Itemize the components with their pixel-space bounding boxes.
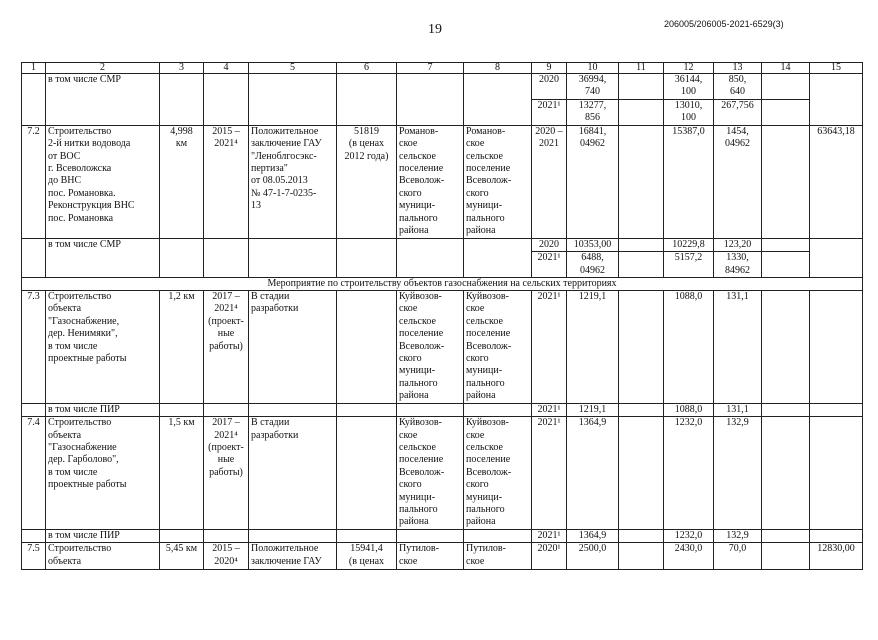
value-cell: 6488, 04962 xyxy=(567,252,619,278)
length-cell: 1,5 км xyxy=(160,417,204,530)
column-number-row xyxy=(22,63,863,74)
value-cell: 1088,0 xyxy=(664,291,714,404)
object-name: Строительство объекта xyxy=(46,543,160,570)
year-cell: 2020 – 2021 xyxy=(532,125,567,238)
value-cell: 70,0 xyxy=(714,543,762,570)
cost-cell: 15941,4 (в ценах xyxy=(337,543,397,570)
value-cell: 1330, 84962 xyxy=(714,252,762,278)
value-cell: 36994, 740 xyxy=(567,74,619,100)
program-table xyxy=(21,62,863,570)
value-cell: 1454, 04962 xyxy=(714,125,762,238)
value-cell: 850, 640 xyxy=(714,74,762,100)
value-cell: 63643,18 xyxy=(810,125,863,238)
object-name: Строительство объекта "Газоснабжение, дер. Ненимяки", в том числе проектные работы xyxy=(46,291,160,404)
value-cell: 12830,00 xyxy=(810,543,863,570)
location-cell: Куйвозов- ское сельское поселение Всеволож- ского муници- пального района xyxy=(397,291,464,404)
row-label: в том числе ПИР xyxy=(46,403,160,416)
value-cell: 10353,00 xyxy=(567,238,619,251)
status-cell: В стадии разработки xyxy=(249,417,337,530)
row-number: 7.5 xyxy=(22,543,46,570)
location-cell: Романов- ское сельское поселение Всеволож- ского муници- пального района xyxy=(397,125,464,238)
table-row xyxy=(22,74,863,100)
value-cell: 2500,0 xyxy=(567,543,619,570)
location-cell: Романов- ское сельское поселение Всеволож- ского муници- пального района xyxy=(464,125,532,238)
status-cell: Положительное заключение ГАУ "Леноблгосэкс- пертиза" от 08.05.2013 № 47-1-7-0235- 13 xyxy=(249,125,337,238)
row-number: 7.4 xyxy=(22,417,46,530)
column-number: 2 xyxy=(46,63,160,74)
table-row xyxy=(22,125,863,238)
column-number: 10 xyxy=(567,63,619,74)
year-cell: 2021¹ xyxy=(532,252,567,278)
row-number: 7.3 xyxy=(22,291,46,404)
column-number: 6 xyxy=(337,63,397,74)
period-cell: 2015 – 2020⁴ xyxy=(204,543,249,570)
year-cell: 2021¹ xyxy=(532,99,567,125)
value-cell: 131,1 xyxy=(714,291,762,404)
object-name: Строительство 2-й нитки водовода от ВОС г. Всеволожска до ВНС пос. Романовка. Реконструкция ВНС пос. Романовка xyxy=(46,125,160,238)
value-cell: 132,9 xyxy=(714,529,762,542)
location-cell: Путилов- ское xyxy=(464,543,532,570)
table-row xyxy=(22,543,863,570)
section-title: Мероприятие по строительству объектов газоснабжения на сельских территориях xyxy=(22,278,863,291)
column-number: 7 xyxy=(397,63,464,74)
document-id: 206005/206005-2021-6529(3) xyxy=(664,19,784,29)
value-cell: 132,9 xyxy=(714,417,762,530)
value-cell: 2430,0 xyxy=(664,543,714,570)
location-cell: Куйвозов- ское сельское поселение Всеволож- ского муници- пального района xyxy=(464,417,532,530)
value-cell: 15387,0 xyxy=(664,125,714,238)
year-cell: 2020 xyxy=(532,238,567,251)
value-cell: 5157,2 xyxy=(664,252,714,278)
section-row xyxy=(22,278,863,291)
column-number: 12 xyxy=(664,63,714,74)
column-number: 14 xyxy=(762,63,810,74)
value-cell: 36144, 100 xyxy=(664,74,714,100)
table-row xyxy=(22,291,863,404)
value-cell: 131,1 xyxy=(714,403,762,416)
column-number: 9 xyxy=(532,63,567,74)
period-cell: 2015 – 2021⁴ xyxy=(204,125,249,238)
column-number: 1 xyxy=(22,63,46,74)
column-number: 5 xyxy=(249,63,337,74)
year-cell: 2020 xyxy=(532,74,567,100)
year-cell: 2020¹ xyxy=(532,543,567,570)
value-cell: 10229,8 xyxy=(664,238,714,251)
table-row xyxy=(22,529,863,542)
row-number: 7.2 xyxy=(22,125,46,238)
row-label: в том числе СМР xyxy=(46,238,160,277)
value-cell: 1232,0 xyxy=(664,417,714,530)
value-cell: 13010, 100 xyxy=(664,99,714,125)
column-number: 15 xyxy=(810,63,863,74)
cost-cell: 51819 (в ценах 2012 года) xyxy=(337,125,397,238)
row-label: в том числе СМР xyxy=(46,74,160,126)
table-row xyxy=(22,238,863,251)
value-cell: 1364,9 xyxy=(567,417,619,530)
location-cell: Куйвозов- ское сельское поселение Всеволож- ского муници- пального района xyxy=(397,417,464,530)
value-cell: 1232,0 xyxy=(664,529,714,542)
page-number: 19 xyxy=(428,22,442,37)
location-cell: Куйвозов- ское сельское поселение Всеволож- ского муници- пального района xyxy=(464,291,532,404)
period-cell: 2017 – 2021⁴ (проект- ные работы) xyxy=(204,417,249,530)
value-cell: 1219,1 xyxy=(567,403,619,416)
length-cell: 4,998 км xyxy=(160,125,204,238)
column-number: 11 xyxy=(619,63,664,74)
location-cell: Путилов- ское xyxy=(397,543,464,570)
value-cell: 1364,9 xyxy=(567,529,619,542)
value-cell: 13277, 856 xyxy=(567,99,619,125)
length-cell: 5,45 км xyxy=(160,543,204,570)
year-cell: 2021¹ xyxy=(532,291,567,404)
column-number: 8 xyxy=(464,63,532,74)
year-cell: 2021¹ xyxy=(532,529,567,542)
column-number: 3 xyxy=(160,63,204,74)
value-cell: 1088,0 xyxy=(664,403,714,416)
row-label: в том числе ПИР xyxy=(46,529,160,542)
status-cell: В стадии разработки xyxy=(249,291,337,404)
table-row xyxy=(22,417,863,530)
column-number: 13 xyxy=(714,63,762,74)
value-cell: 123,20 xyxy=(714,238,762,251)
object-name: Строительство объекта "Газоснабжение дер. Гарболово", в том числе проектные работы xyxy=(46,417,160,530)
year-cell: 2021¹ xyxy=(532,403,567,416)
table-row xyxy=(22,403,863,416)
period-cell: 2017 – 2021⁴ (проект- ные работы) xyxy=(204,291,249,404)
status-cell: Положительное заключение ГАУ xyxy=(249,543,337,570)
value-cell: 1219,1 xyxy=(567,291,619,404)
value-cell: 16841, 04962 xyxy=(567,125,619,238)
length-cell: 1,2 км xyxy=(160,291,204,404)
value-cell: 267,756 xyxy=(714,99,762,125)
year-cell: 2021¹ xyxy=(532,417,567,530)
column-number: 4 xyxy=(204,63,249,74)
